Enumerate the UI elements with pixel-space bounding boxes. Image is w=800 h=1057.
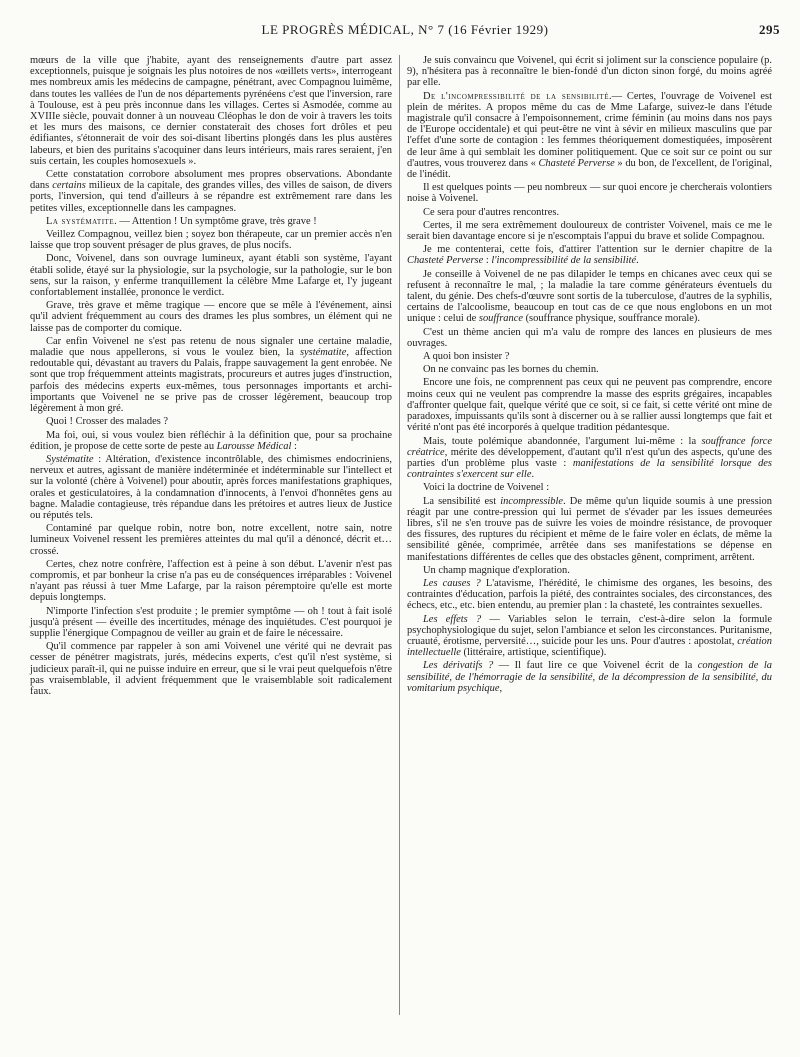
italic-text: incompressible [500,495,564,507]
body-text: Grave, très grave et même tragique — encore que se mêle à l'événement, ainsi qu'il advient fréquemment au cours des drames les plus sombres, un élément qui ne laisse pas de comporter du comique. [30,300,392,334]
paragraph [30,454,392,521]
body-text: — Il faut lire ce que Voivenel écrit de la [493,660,698,672]
body-text: N'importe l'infection s'est produite ; le premier symptôme — oh ! tout à fait isolé jusqu'à présent — éveille des incertitudes, ménage des inquiétudes. C'est pourquoi je supplie l'énergique Compagnou de veiller au grain et de faire le nécessaire. [30,605,392,639]
paragraph [407,91,772,181]
body-text: Contaminé par quelque robin, notre bon, notre excellent, notre sain, notre lumineux Voivenel ressent les premières atteintes du mal qu'il a dénoncé, décrit et… crossé. [30,523,392,557]
paragraph [407,496,772,563]
italic-text: Les causes ? [423,577,481,589]
section-heading: La systématite [46,215,115,227]
paragraph [30,169,392,214]
paragraph [30,253,392,298]
italic-text: Les effets ? [423,613,482,625]
body-text: Il est quelques points — peu nombreux — sur quoi encore je chercherais volontiers noise à Voivenel. [407,182,772,205]
body-text: Mais, toute polémique abandonnée, l'argument lui-même : la [423,435,702,447]
paragraph [407,660,772,694]
italic-text: Systématite [46,453,94,465]
paragraph [407,207,772,218]
paragraph [30,300,392,334]
paragraph [407,351,772,362]
body-text: .— Certes, l'ouvrage de Voivenel est plein de mérites. A propos même du cas de Mme Lafarge, suivez-le dans l'étude magistrale qu'il consacre à l'empoisonnement, crime féminin (au moins dans nos pays de l'Europe occidentale) et qui peut-être ne vint à sévir en milieux masculins que par l'effet d'une sorte de contagion : les femmes théoriquement domestiquées, imposèrent de leur âme à qui semblait les dominer politiquement. Que ce soit sur ce point ou sur d'autres, vous trouverez dans « [407,90,773,169]
paragraph [407,182,772,204]
page-number: 295 [759,22,780,37]
paragraph [30,559,392,604]
paragraph [407,269,772,325]
body-text: Cette constatation corrobore absolument mes propres observations. Abondante dans [30,169,392,192]
body-text: On ne convainc pas les bornes du chemin. [423,364,599,376]
paragraph [30,336,392,414]
body-text: , affection redoutable qui, dévastant au travers du Palais, frappe sauvagement la gent enrobée. Ne sont que trop fréquemment atteints magistrats, procureurs et autres juges d'instruction, parfois des médecins experts eux-mêmes, tous personnages importants et archi-importants que Voivenel ne se prive pas de crosser légèrement, beaucoup trop légèrement à mon gré. [30,347,392,415]
body-text: Donc, Voivenel, dans son ouvrage lumineux, ayant établi son système, l'ayant établi solide, étayé sur la physiologie, sur la psychologie, sur la pathologie, sur le bon sens, sur la raison, y enferme tranquillement la célèbre Mme Lafarge et, l'y jugeant confortablement installée, prononce le verdict. [30,253,392,299]
paragraph [407,364,772,375]
body-text: A quoi bon insister ? [423,351,510,363]
paragraph [30,641,392,697]
body-text: , [499,682,503,694]
body-text: . [636,255,639,267]
paragraph [30,55,392,167]
body-text: Encore une fois, ne comprennent pas ceux qui ne peuvent pas comprendre, encore moins ceux qui ne veulent pas comprendre la masse des esprits grégaires, incapables d'affronter quelque fait, quelque vérité que ce soit, si ce fait, si cette vérité ont mine de paradoxes, impuissants qu'ils sont à discerner ou à se rallier aussi longtemps que fait et vérité n'ont pas été incorporés à quelque tradition pédantesque. [407,377,772,434]
body-text: C'est un thème ancien qui m'a valu de rompre des lances en plusieurs de mes ouvrages. [407,326,772,349]
body-text: milieux de la capitale, des grandes villes, des villes de saison, de divers ports, l'inversion, qui tend d'ailleurs à se répandre est extrêmement rare dans les petites villes, exceptionnelle dans les campagnes. [30,180,392,214]
left-column [30,55,392,699]
page-header [30,22,780,40]
paragraph [30,229,392,251]
paragraph [30,606,392,640]
body-text: » du bon, de l'excellent, de l'original, de l'inédit. [407,157,772,181]
column-divider [399,55,400,1015]
body-text: Voici la doctrine de Voivenel : [423,482,550,494]
body-text: (littéraire, artistique, scientifique). [460,647,607,659]
body-text: L'atavisme, l'hérédité, le chimisme des organes, les besoins, des contraintes d'éducation, parfois la piété, des contraintes sociales, des circonstances, des échecs, etc., etc. bien entendu, au premier plan : la chasteté, les contraintes sexuelles. [407,577,773,612]
italic-text: Chasteté Perverse [407,255,484,267]
paragraph [407,482,772,493]
italic-text: création intellectuelle [407,635,772,659]
italic-text: manifestations de la sensibilité lorsque des contraintes s'exercent sur elle [407,457,772,481]
body-text: Car enfin Voivenel ne s'est pas retenu de nous signaler une certaine maladie, maladie que nous appellerons, si vous le voulez bien, la [30,335,392,359]
italic-text: systématite [299,347,347,359]
body-text: Certes, il me sera extrêmement douloureux de contrister Voivenel, mais ce me le serait bien davantage encore si je n'escomptais l'appui du brave et solide Compagnou. [407,219,772,243]
body-text: Je conseille à Voivenel de ne pas dilapider le temps en chicanes avec ceux qui se refusent à reconnaître le mal, ; la maladie la tare comme générateurs éventuels du talent, du génie. Des chefs-d'œuvre sont sortis de la tuberculose, d'autres de la syphilis, certains de l'alcoolisme, beaucoup en tout cas de ce que nous englobons en un mot unique : celui de [407,268,772,325]
body-text: Quoi ! Crosser des malades ? [46,416,169,428]
body-text: Ma foi, oui, si vous voulez bien réfléchir à la définition que, pour sa prochaine édition, je propose de cette sorte de peste au [30,429,392,452]
body-text: . — Attention ! Un symptôme grave, très grave ! [114,215,317,227]
italic-text: Les dérivatifs ? [423,660,494,672]
body-text: Je suis convaincu que Voivenel, qui écrit si joliment sur la conscience populaire (p. 9), n'hésitera pas à reconnaître le bien-fondé d'un dicton sinon forgé, du moins agréé par elle. [407,55,772,89]
paragraph [30,430,392,452]
body-text: Veillez Compagnou, veillez bien ; soyez bon thérapeute, car un premier accès n'en laisse que trop souvent présager de plus graves, de plus nocifs. [30,229,392,252]
body-text: . [531,469,535,481]
body-text: mœurs de la ville que j'habite, ayant des renseignements d'autre part assez exceptionnels, puisque je soignais les plus notoires de nos «œillets verts», interrogeant mes nombreux amis les médecins de campagne, pénétrant, avec Compagnou luimême, dans toutes les vallées de l'un de nos départements pyrénéens c'est que l'inversion, rare à Toulouse, est à peu près inconnue dans les villages. Certes si Asmodée, comme au XVIIIe siècle, pouvait donner à un nouveau Cléophas le don de voir à travers les toits et les murs des maisons, ce dernier constaterait des choses fort drôles et peu édifiantes, s'étonnerait de voir des soi-disant libertins plongés dans les plus austères labeurs, et bien des puritains s'acoquiner dans leurs intérieurs, mais rares seraient, j'en suis certain, les couples homosexuels ». [30,55,392,167]
paragraph [407,377,772,433]
paragraph [407,436,772,481]
journal-title: LE PROGRÈS MÉDICAL, N° 7 (16 Février 1929) [261,22,549,37]
italic-text: souffrance force créatrice [407,435,773,458]
body-text: : [291,440,297,452]
paragraph [30,523,392,557]
body-text: (souffrance physique, souffrance morale). [522,313,700,325]
italic-text: Larousse Médical [216,440,292,452]
italic-text: certains [52,180,86,192]
paragraph [30,416,392,427]
body-text: . De même qu'un liquide soumis à une pression réagit par une contre-pression qui lui permet de s'évader par les issues demeurées libres, s'il ne s'en trouve pas de suivre les voies de moindre résistance, de provoquer des fissures, des ruptures du récipient et même de le faire voler en éclats, de même la sensibilité gênée, comprimée, arrêtée dans ses manifestations se dépense en manifestations différentes de celles que des obstacles gênent, compriment, arrêtent. [407,495,772,563]
body-text: : [483,255,492,267]
italic-text: souffrance [478,313,523,325]
body-text: — Variables selon le terrain, c'est-à-dire selon la formule psychophysiologique du sujet, selon l'ambiance et selon les circonstances. Puritanisme, cruauté, érotisme, perversité…, suicide pour les uns. Pour d'autres : apostolat, [407,613,772,647]
body-text: Ce sera pour d'autres rencontres. [423,206,560,218]
body-text: Certes, chez notre confrère, l'affection est à peine à son début. L'avenir n'est pas compromis, et par bonheur la crise n'a pas eu de conséquences irréparables : Voivenel n'ayant pas réussi à tuer Mme Lafarge, par la raison péremptoire qu'elle est morte depuis longtemps. [30,558,392,604]
paragraph [407,244,772,266]
paragraph [407,327,772,349]
italic-text: Chasteté Perverse [538,157,615,169]
italic-text: l'incompressibilité de la sensibilité [491,255,637,267]
paragraph [30,216,392,227]
body-text: Qu'il commence par rappeler à son ami Voivenel une vérité qui ne devrait pas cesser de pénétrer magistrats, jurés, médecins experts, c'est qu'il n'est système, si judicieux paraît-il, qui ne puisse induire en erreur, que si le vrai peut quelquefois n'être pas vraisemblable, il advient fréquemment que le vraisemblable soit radicalement faux. [30,641,393,697]
right-column [407,55,772,696]
body-text: Je me contenterai, cette fois, d'attirer l'attention sur le dernier chapitre de la [423,244,772,256]
paragraph [407,220,772,242]
italic-text: congestion de la sensibilité, de l'hémorragie de la sensibilité, de la décompression de la sensibilité, du vomitarium psychique [407,660,772,694]
body-text: Un champ magnique d'exploration. [423,564,570,576]
paragraph [407,578,772,612]
body-text: La sensibilité est [423,495,501,507]
paragraph [407,614,772,659]
body-text: : Altération, d'existence incontrôlable, des chimismes endocriniens, nerveux et autres, agissant de manière indéterminée et indéterminable sur l'intellect et sur la volonté (chère à Voivenel) pour aboutir, après forces manifestations graphiques, orales et gesticulatoires, à la condamnation d'innocents, à l'envoi d'honnêtes gens au bagne. Maladie contagieuse, très répandue dans les prétoires et autres lieux de Justice ou réputés tels. [30,453,392,521]
section-heading: De l'incompressibilité de la sensibilité [423,90,609,102]
paragraph [407,565,772,576]
body-text: , mérite des développement, d'autant qu'il n'est qu'un des aspects, qu'une des parties d'un problème plus vaste : [407,446,772,469]
paragraph [407,55,772,89]
